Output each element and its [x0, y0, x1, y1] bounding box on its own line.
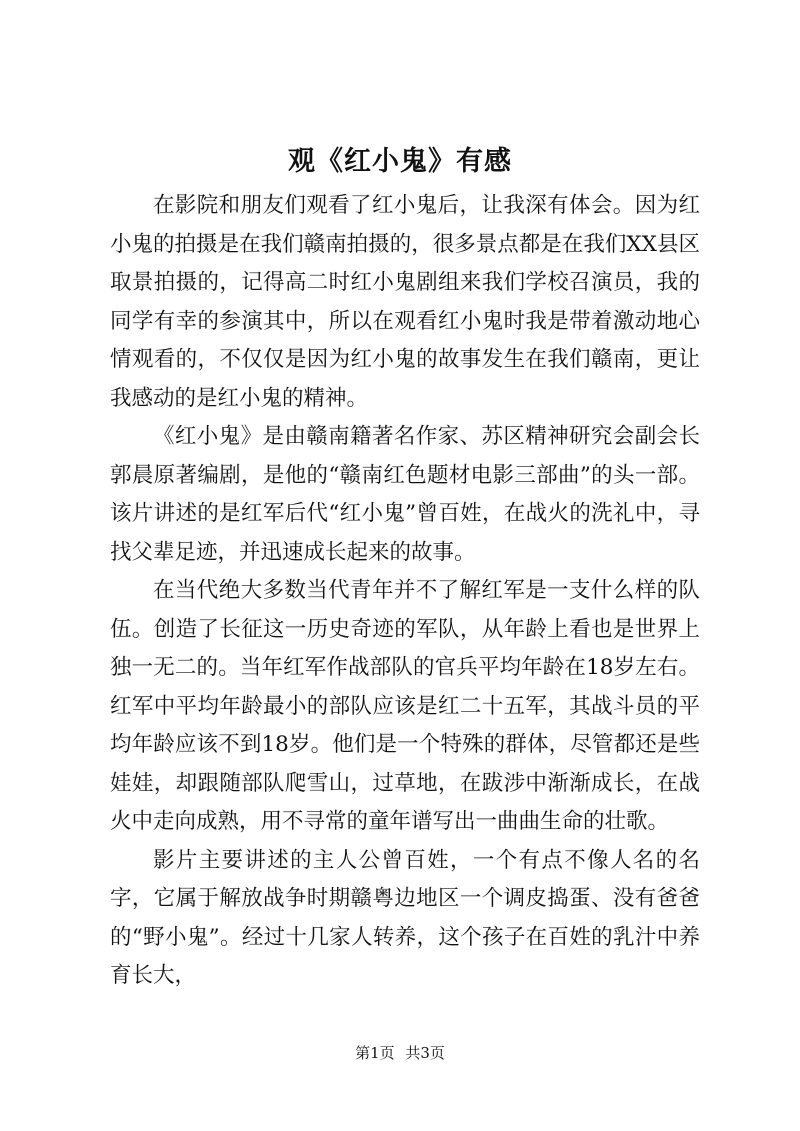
paragraph-4: 影片主要讲述的主人公曾百姓，一个有点不像人名的名字，它属于解放战争时期赣粤边地区一个调皮捣蛋、没有爸爸的“野小鬼”。经过十几家人转养，这个孩子在百姓的乳汁中养育长大，: [110, 847, 700, 988]
document-body: [110, 187, 700, 996]
paragraph-2: 《红小鬼》是由赣南籍著名作家、苏区精神研究会副会长郭晨原著编剧，是他的“赣南红色题材电影三部曲”的头一部。该片讲述的是红军后代“红小鬼”曾百姓，在战火的洗礼中，寻找父辈足迹，并迅速成长起来的故事。: [110, 424, 700, 565]
page-footer: [0, 1043, 800, 1063]
paragraph-1: 在影院和朋友们观看了红小鬼后，让我深有体会。因为红小鬼的拍摄是在我们赣南拍摄的，很多景点都是在我们XX县区取景拍摄的，记得高二时红小鬼剧组来我们学校召演员，我的同学有幸的参演其中，所以在观看红小鬼时我是带着激动地心情观看的，不仅仅是因为红小鬼的故事发生在我们赣南，更让我感动的是红小鬼的精神。: [110, 193, 700, 411]
page-title: 观《红小鬼》有感: [288, 146, 512, 177]
page-number: 第1页: [355, 1044, 395, 1062]
paragraph-3: 在当代绝大多数当代青年并不了解红军是一支什么样的队伍。创造了长征这一历史奇迹的军队，从年龄上看也是世界上独一无二的。当年红军作战部队的官兵平均年龄在18岁左右。红军中平均年龄最小的部队应该是红二十五军，其战斗员的平均年龄应该不到18岁。他们是一个特殊的群体，尽管都还是些娃娃，却跟随部队爬雪山，过草地，在跋涉中渐渐成长，在战火中走向成熟，用不寻常的童年谱写出一曲曲生命的壮歌。: [110, 578, 700, 834]
page-total: 共3页: [405, 1044, 445, 1062]
